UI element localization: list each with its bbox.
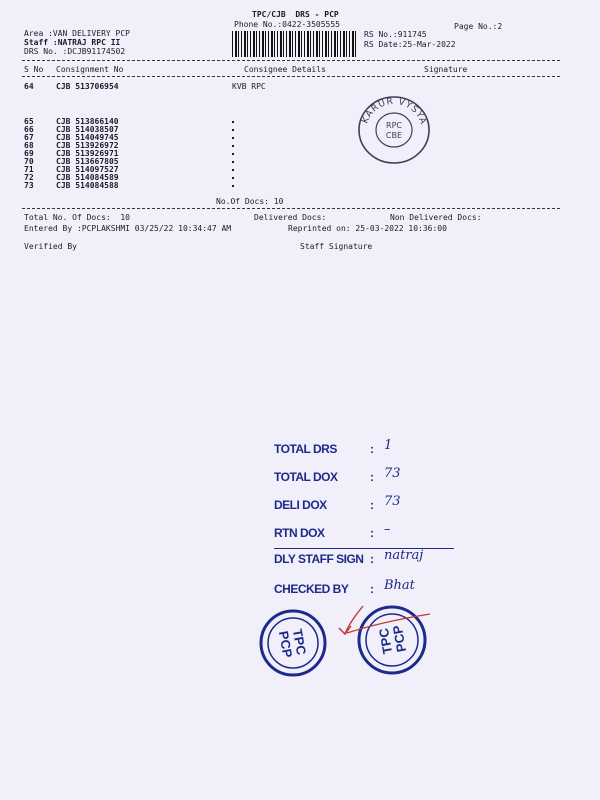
row-consignment: CJB 514038507 bbox=[56, 125, 119, 134]
row-consignee-mark bbox=[232, 137, 234, 139]
tpc-seal-line2: PCP bbox=[275, 629, 296, 659]
rs-date: RS Date:25-Mar-2022 bbox=[364, 40, 456, 49]
row-consignment: CJB 513866140 bbox=[56, 117, 119, 126]
summary-value: 1 bbox=[384, 438, 393, 453]
rs-number: RS No.:911745 bbox=[364, 30, 427, 39]
row-s-no: 70 bbox=[24, 157, 34, 166]
row-consignee-mark bbox=[232, 153, 234, 155]
column-s-no: S No bbox=[24, 65, 44, 74]
row-consignee: KVB RPC bbox=[232, 82, 266, 91]
summary-value: 73 bbox=[384, 466, 401, 481]
summary-colon: : bbox=[370, 552, 374, 566]
row-consignment: CJB 513926971 bbox=[56, 149, 119, 158]
row-s-no: 65 bbox=[24, 117, 34, 126]
summary-colon: : bbox=[370, 526, 374, 540]
row-s-no: 73 bbox=[24, 181, 34, 190]
total-docs: Total No. Of Docs: 10 bbox=[24, 213, 130, 222]
column-signature: Signature bbox=[424, 65, 468, 74]
summary-label: CHECKED BY bbox=[274, 582, 349, 596]
row-consignment: CJB 514084588 bbox=[56, 181, 119, 190]
drs-number: DRS No. :DCJB91174502 bbox=[24, 47, 126, 56]
divider bbox=[22, 76, 560, 77]
row-consignment: CJB 513706954 bbox=[56, 82, 119, 91]
page-number: Page No.:2 bbox=[454, 22, 503, 31]
no-of-docs: No.Of Docs: 10 bbox=[216, 197, 284, 206]
summary-value: – bbox=[384, 522, 391, 537]
row-consignee-mark bbox=[232, 169, 234, 171]
summary-value: natraj bbox=[384, 548, 424, 563]
row-s-no: 67 bbox=[24, 133, 34, 142]
row-s-no: 71 bbox=[24, 165, 34, 174]
tpc-seal-line2: PCP bbox=[389, 624, 410, 654]
delivered-docs: Delivered Docs: bbox=[254, 213, 327, 222]
bank-stamp-sub: CBE bbox=[385, 131, 403, 140]
phone-number: Phone No.:0422-3505555 bbox=[234, 20, 340, 29]
row-consignee-mark bbox=[232, 145, 234, 147]
row-consignment: CJB 513926972 bbox=[56, 141, 119, 150]
row-s-no: 64 bbox=[24, 82, 34, 91]
summary-colon: : bbox=[370, 498, 374, 512]
area-label: Area :VAN DELIVERY PCP bbox=[24, 29, 130, 38]
row-consignment: CJB 514049745 bbox=[56, 133, 119, 142]
summary-label: DLY STAFF SIGN bbox=[274, 552, 364, 566]
column-consignment: Consignment No bbox=[56, 65, 124, 74]
summary-value: Bhat bbox=[384, 578, 415, 593]
bank-stamp-text: KARUR VYSYA bbox=[360, 96, 429, 127]
row-consignee-mark bbox=[232, 185, 234, 187]
summary-label: RTN DOX bbox=[274, 526, 325, 540]
summary-colon: : bbox=[370, 470, 374, 484]
summary-value: 73 bbox=[384, 494, 401, 509]
bank-stamp bbox=[354, 92, 434, 168]
summary-colon: : bbox=[370, 442, 374, 456]
tpc-seal-line1: TPC bbox=[289, 627, 310, 656]
summary-label: DELI DOX bbox=[274, 498, 327, 512]
document-title: TPC/CJB DRS - PCP bbox=[252, 10, 339, 19]
staff-signature: Staff Signature bbox=[300, 242, 373, 251]
summary-label: TOTAL DOX bbox=[274, 470, 338, 484]
entered-by: Entered By :PCPLAKSHMI 03/25/22 10:34:47 AM bbox=[24, 224, 232, 233]
summary-label: TOTAL DRS bbox=[274, 442, 337, 456]
row-consignee-mark bbox=[232, 129, 234, 131]
staff-label: Staff :NATRAJ RPC II bbox=[24, 38, 121, 47]
row-consignee-mark bbox=[232, 121, 234, 123]
tpc-seal-line1: TPC bbox=[375, 627, 396, 656]
row-consignment: CJB 514084589 bbox=[56, 173, 119, 182]
row-s-no: 72 bbox=[24, 173, 34, 182]
summary-colon: : bbox=[370, 582, 374, 596]
row-consignment: CJB 513667805 bbox=[56, 157, 119, 166]
bank-stamp-center: RPC bbox=[386, 121, 402, 130]
verified-by: Verified By bbox=[24, 242, 77, 251]
tpc-seal-left bbox=[258, 608, 328, 678]
reprinted-on: Reprinted on: 25-03-2022 10:36:00 bbox=[288, 224, 447, 233]
red-pen-mark bbox=[335, 598, 435, 642]
row-s-no: 68 bbox=[24, 141, 34, 150]
non-delivered-docs: Non Delivered Docs: bbox=[390, 213, 482, 222]
row-consignee-mark bbox=[232, 177, 234, 179]
row-s-no: 69 bbox=[24, 149, 34, 158]
row-consignee-mark bbox=[232, 161, 234, 163]
row-s-no: 66 bbox=[24, 125, 34, 134]
divider bbox=[22, 208, 560, 209]
column-consignee: Consignee Details bbox=[244, 65, 326, 74]
divider bbox=[22, 60, 560, 61]
row-consignment: CJB 514097527 bbox=[56, 165, 119, 174]
barcode bbox=[232, 31, 356, 57]
summary-underline bbox=[274, 548, 454, 549]
